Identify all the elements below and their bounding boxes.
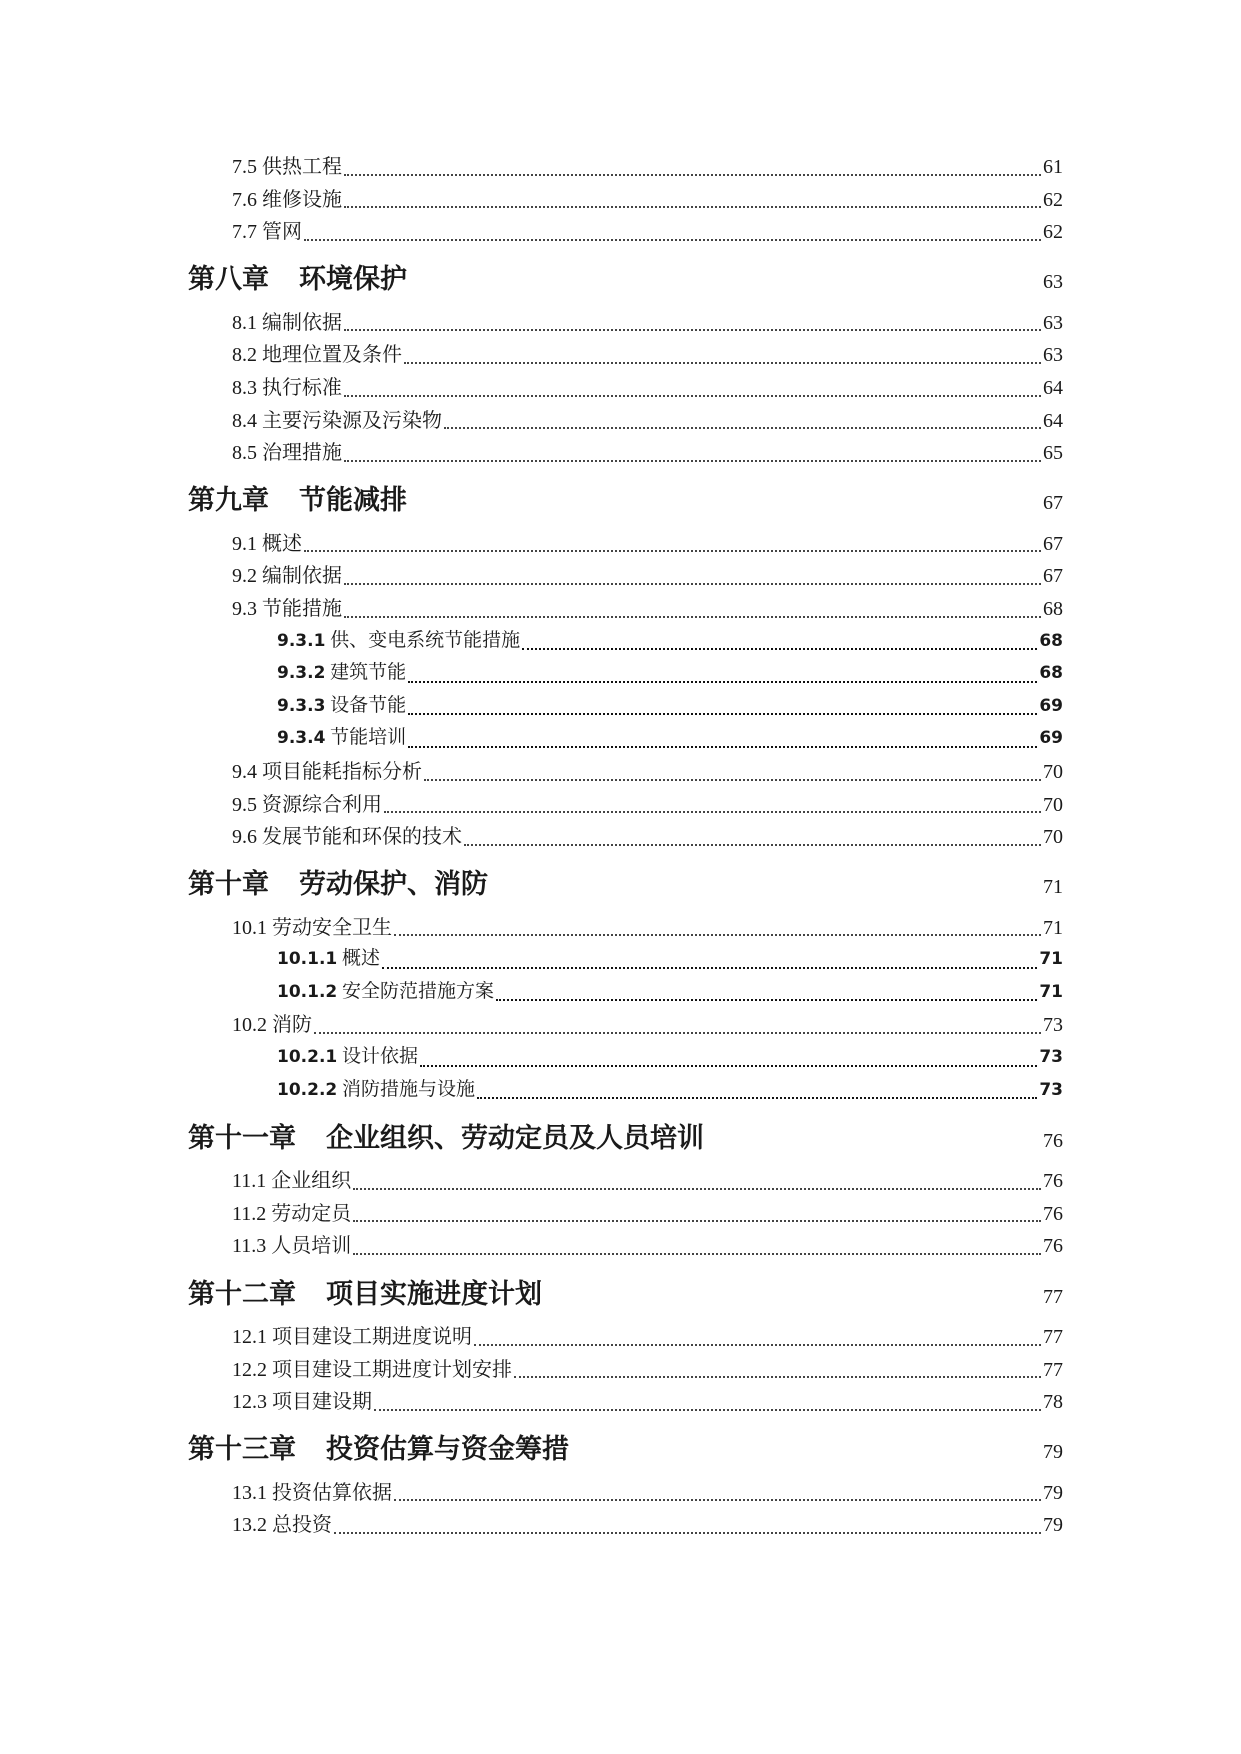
toc-section-entry[interactable] xyxy=(0,1320,1063,1353)
toc-entry-number: 8.5 xyxy=(232,442,257,465)
toc-entry-number: 第十三章 xyxy=(188,1434,296,1466)
toc-subsection-entry[interactable] xyxy=(0,625,1063,658)
toc-entry-number: 7.6 xyxy=(232,188,257,211)
dot-leader xyxy=(394,934,1041,936)
dot-leader xyxy=(374,1409,1041,1411)
toc-entry-number: 10.1.1 xyxy=(277,949,338,970)
toc-entry-label xyxy=(188,1116,704,1155)
dot-leader xyxy=(344,329,1041,331)
toc-entry-number: 9.3.2 xyxy=(277,663,326,684)
toc-entry-label xyxy=(188,1427,569,1466)
toc-entry-title: 编制依据 xyxy=(262,565,342,588)
toc-entry-number: 9.4 xyxy=(232,760,257,783)
toc-entry-title: 概述 xyxy=(341,948,380,970)
toc-entry-label xyxy=(232,1008,312,1037)
toc-entry-label xyxy=(232,527,302,556)
toc-section-entry[interactable] xyxy=(0,1508,1063,1541)
toc-section-entry[interactable] xyxy=(0,371,1063,404)
dot-leader xyxy=(314,1032,1041,1034)
toc-entry-title: 劳动保护、消防 xyxy=(299,869,488,901)
toc-page-number: 79 xyxy=(1043,1514,1063,1537)
toc-entry-title: 供热工程 xyxy=(262,156,342,178)
toc-page-number: 77 xyxy=(1043,1358,1063,1381)
toc-entry-title: 项目建设期 xyxy=(272,1391,372,1414)
toc-page-number: 71 xyxy=(1039,981,1063,1002)
toc-entry-number: 13.2 xyxy=(232,1514,267,1537)
toc-subsection-entry[interactable] xyxy=(0,1074,1063,1107)
toc-page-number: 62 xyxy=(1043,188,1063,211)
dot-leader xyxy=(477,1097,1037,1099)
toc-entry-label xyxy=(232,911,392,940)
toc-entry-number: 10.2 xyxy=(232,1014,267,1037)
toc-entry-label xyxy=(232,592,342,621)
dot-leader xyxy=(344,616,1041,618)
toc-page-number: 76 xyxy=(1043,1129,1063,1152)
toc-page-number: 73 xyxy=(1039,1047,1063,1068)
dot-leader xyxy=(496,999,1037,1001)
toc-entry-label xyxy=(232,436,342,465)
toc-page-number: 70 xyxy=(1043,826,1063,849)
toc-entry-number: 9.1 xyxy=(232,532,257,555)
toc-entry-title: 人员培训 xyxy=(271,1235,352,1258)
toc-page-number: 67 xyxy=(1043,532,1063,555)
toc-page-number: 68 xyxy=(1039,663,1063,684)
dot-leader xyxy=(353,1220,1041,1222)
toc-entry-number: 第十二章 xyxy=(188,1278,296,1310)
toc-section-entry[interactable] xyxy=(0,1229,1063,1262)
dot-leader xyxy=(404,362,1041,364)
toc-entry-title: 劳动定员 xyxy=(271,1202,352,1225)
toc-entry-title: 资源综合利用 xyxy=(262,793,382,816)
toc-entry-label xyxy=(232,1353,512,1382)
toc-entry-number: 9.3.3 xyxy=(277,695,326,716)
toc-entry-number: 8.4 xyxy=(232,409,257,432)
toc-entry-title: 企业组织、劳动定员及人员培训 xyxy=(326,1122,704,1154)
toc-entry-label xyxy=(188,478,407,517)
toc-entry-number: 12.3 xyxy=(232,1391,267,1414)
dot-leader xyxy=(344,395,1041,397)
toc-entry-title: 主要污染源及污染物 xyxy=(262,409,442,432)
toc-entry-label xyxy=(232,371,342,400)
toc-entry-title: 节能措施 xyxy=(262,597,342,620)
dot-leader xyxy=(444,427,1041,429)
toc-entry-number: 10.1.2 xyxy=(277,981,338,1002)
dot-leader xyxy=(382,967,1037,969)
toc-entry-number: 第十一章 xyxy=(188,1122,296,1154)
toc-page-number: 63 xyxy=(1043,311,1063,334)
toc-entry-label xyxy=(277,943,380,970)
toc-chapter-entry[interactable] xyxy=(0,1106,1063,1164)
toc-page-number: 65 xyxy=(1043,442,1063,465)
dot-leader xyxy=(394,1499,1041,1501)
toc-entry-number: 11.2 xyxy=(232,1202,267,1225)
toc-entry-label xyxy=(277,976,494,1003)
toc-subsection-entry[interactable] xyxy=(0,657,1063,690)
dot-leader xyxy=(424,779,1041,781)
toc-entry-title: 安全防范措施方案 xyxy=(341,980,494,1002)
toc-page-number: 76 xyxy=(1043,1202,1063,1225)
toc-chapter-entry[interactable] xyxy=(0,469,1063,527)
toc-entry-number: 第九章 xyxy=(188,485,269,517)
toc-section-entry[interactable] xyxy=(0,1353,1063,1386)
toc-section-entry[interactable] xyxy=(0,911,1063,944)
toc-section-entry[interactable] xyxy=(0,755,1063,788)
toc-page-number: 67 xyxy=(1043,565,1063,588)
toc-page-number: 77 xyxy=(1043,1326,1063,1349)
toc-entry-label xyxy=(277,1074,475,1101)
toc-entry-number: 9.2 xyxy=(232,565,257,588)
toc-entry-label xyxy=(232,788,382,817)
toc-entry-title: 节能减排 xyxy=(299,485,407,517)
toc-entry-label xyxy=(232,306,342,335)
dot-leader xyxy=(344,206,1041,208)
dot-leader xyxy=(353,1253,1041,1255)
toc-page-number: 73 xyxy=(1043,1014,1063,1037)
toc-section-entry[interactable] xyxy=(0,404,1063,437)
toc-page-number: 64 xyxy=(1043,376,1063,399)
dot-leader xyxy=(522,648,1037,650)
toc-entry-label xyxy=(232,404,442,433)
toc-page-number: 76 xyxy=(1043,1235,1063,1258)
toc-entry-number: 9.3.4 xyxy=(277,728,326,749)
toc-page-number: 69 xyxy=(1039,728,1063,749)
toc-section-entry[interactable] xyxy=(0,1197,1063,1230)
toc-entry-number: 10.2.1 xyxy=(277,1047,338,1068)
toc-entry-title: 维修设施 xyxy=(262,188,342,211)
toc-page-number: 62 xyxy=(1043,221,1063,244)
toc-entry-title: 项目实施进度计划 xyxy=(326,1278,542,1310)
toc-entry-label xyxy=(232,215,302,244)
toc-page-number: 73 xyxy=(1039,1079,1063,1100)
toc-entry-number: 11.1 xyxy=(232,1170,267,1193)
toc-subsection-entry[interactable] xyxy=(0,943,1063,976)
toc-section-entry[interactable] xyxy=(0,436,1063,469)
toc-entry-number: 12.2 xyxy=(232,1358,267,1381)
dot-leader xyxy=(334,1532,1041,1534)
toc-page-number: 79 xyxy=(1043,1441,1063,1464)
toc-entry-label xyxy=(232,1229,351,1258)
toc-section-entry[interactable] xyxy=(0,592,1063,625)
toc-entry-title: 编制依据 xyxy=(262,311,342,334)
toc-page-number: 67 xyxy=(1043,492,1063,515)
toc-section-entry[interactable] xyxy=(0,559,1063,592)
toc-subsection-entry[interactable] xyxy=(0,976,1063,1009)
dot-leader xyxy=(420,1065,1037,1067)
toc-entry-number: 第十章 xyxy=(188,869,269,901)
toc-page-number: 71 xyxy=(1043,916,1063,939)
toc-entry-title: 执行标准 xyxy=(262,376,342,399)
toc-section-entry[interactable] xyxy=(0,820,1063,853)
toc-entry-number: 7.7 xyxy=(232,221,257,244)
toc-entry-label xyxy=(232,1385,372,1414)
toc-entry-title: 投资估算依据 xyxy=(272,1481,392,1504)
toc-entry-title: 环境保护 xyxy=(299,264,407,296)
toc-entry-label xyxy=(232,1476,392,1505)
toc-page-number: 70 xyxy=(1043,793,1063,816)
dot-leader xyxy=(408,681,1037,683)
toc-section-entry[interactable] xyxy=(0,1385,1063,1418)
toc-page-number: 68 xyxy=(1039,630,1063,651)
toc-entry-number: 10.1 xyxy=(232,916,267,939)
dot-leader xyxy=(344,460,1041,462)
toc-subsection-entry[interactable] xyxy=(0,690,1063,723)
toc-entry-title: 设备节能 xyxy=(330,694,407,716)
toc-entry-label xyxy=(232,559,342,588)
toc-section-entry[interactable] xyxy=(0,1164,1063,1197)
toc-entry-number: 11.3 xyxy=(232,1235,267,1258)
toc-page-number: 64 xyxy=(1043,409,1063,432)
toc-section-entry[interactable] xyxy=(0,150,1063,183)
toc-entry-number: 9.5 xyxy=(232,793,257,816)
toc-entry-label xyxy=(277,625,520,652)
toc-entry-title: 消防措施与设施 xyxy=(341,1078,475,1100)
toc-page-number: 71 xyxy=(1039,949,1063,970)
toc-section-entry[interactable] xyxy=(0,338,1063,371)
toc-entry-title: 概述 xyxy=(262,532,302,555)
toc-entry-number: 10.2.2 xyxy=(277,1079,338,1100)
dot-leader xyxy=(408,713,1037,715)
toc-chapter-entry[interactable] xyxy=(0,1418,1063,1476)
toc-subsection-entry[interactable] xyxy=(0,1041,1063,1074)
toc-entry-title: 地理位置及条件 xyxy=(262,344,402,367)
toc-section-entry[interactable] xyxy=(0,1476,1063,1509)
toc-section-entry[interactable] xyxy=(0,306,1063,339)
toc-section-entry[interactable] xyxy=(0,527,1063,560)
toc-entry-label xyxy=(232,150,342,179)
toc-entry-title: 供、变电系统节能措施 xyxy=(330,629,521,651)
toc-entry-title: 项目建设工期进度说明 xyxy=(272,1326,472,1349)
toc-entry-title: 管网 xyxy=(262,221,302,244)
dot-leader xyxy=(304,550,1041,552)
toc-page-number: 77 xyxy=(1043,1285,1063,1308)
toc-entry-title: 发展节能和环保的技术 xyxy=(262,826,462,849)
toc-page-number: 61 xyxy=(1043,156,1063,178)
toc-entry-label xyxy=(277,722,406,749)
toc-entry-label xyxy=(188,257,407,296)
toc-entry-number: 8.2 xyxy=(232,344,257,367)
toc-entry-title: 消防 xyxy=(272,1014,312,1037)
dot-leader xyxy=(408,746,1037,748)
toc-entry-title: 项目建设工期进度计划安排 xyxy=(272,1358,512,1381)
toc-page-number: 69 xyxy=(1039,695,1063,716)
toc-entry-title: 劳动安全卫生 xyxy=(272,916,392,939)
dot-leader xyxy=(384,811,1041,813)
toc-entry-label xyxy=(188,1272,542,1311)
toc-subsection-entry[interactable] xyxy=(0,722,1063,755)
toc-page-number: 63 xyxy=(1043,271,1063,294)
toc-entry-label xyxy=(232,755,422,784)
toc-entry-label xyxy=(232,1320,472,1349)
toc-entry-label xyxy=(232,338,402,367)
toc-entry-label xyxy=(232,1197,351,1226)
toc-entry-label xyxy=(188,862,488,901)
table-of-contents xyxy=(0,150,1241,1541)
toc-entry-number: 8.1 xyxy=(232,311,257,334)
toc-section-entry[interactable] xyxy=(0,788,1063,821)
toc-entry-label xyxy=(277,690,406,717)
toc-entry-title: 投资估算与资金筹措 xyxy=(326,1434,569,1466)
toc-chapter-entry[interactable] xyxy=(0,248,1063,306)
toc-entry-label xyxy=(232,183,342,212)
dot-leader xyxy=(514,1376,1041,1378)
toc-page-number: 70 xyxy=(1043,760,1063,783)
toc-entry-title: 建筑节能 xyxy=(330,662,407,684)
toc-page-number: 63 xyxy=(1043,344,1063,367)
dot-leader xyxy=(464,844,1041,846)
toc-entry-title: 企业组织 xyxy=(271,1170,352,1193)
toc-entry-title: 项目能耗指标分析 xyxy=(262,760,422,783)
toc-entry-number: 9.3.1 xyxy=(277,630,326,651)
toc-entry-title: 设计依据 xyxy=(341,1046,418,1068)
dot-leader xyxy=(304,239,1041,241)
toc-entry-number: 9.3 xyxy=(232,597,257,620)
toc-entry-number: 8.3 xyxy=(232,376,257,399)
dot-leader xyxy=(344,583,1041,585)
toc-entry-label xyxy=(232,1164,351,1193)
toc-entry-number: 第八章 xyxy=(188,264,269,296)
toc-entry-title: 治理措施 xyxy=(262,442,342,465)
toc-entry-label xyxy=(277,1041,418,1068)
toc-chapter-entry[interactable] xyxy=(0,853,1063,911)
toc-page-number: 78 xyxy=(1043,1391,1063,1414)
toc-page-number: 71 xyxy=(1043,876,1063,899)
dot-leader xyxy=(353,1188,1041,1190)
toc-entry-label xyxy=(232,820,462,849)
toc-page-number: 76 xyxy=(1043,1170,1063,1193)
toc-page-number: 79 xyxy=(1043,1481,1063,1504)
toc-section-entry[interactable] xyxy=(0,183,1063,216)
toc-section-entry[interactable] xyxy=(0,1008,1063,1041)
toc-entry-label xyxy=(277,657,406,684)
dot-leader xyxy=(474,1344,1041,1346)
toc-section-entry[interactable] xyxy=(0,215,1063,248)
toc-entry-label xyxy=(232,1508,332,1537)
toc-chapter-entry[interactable] xyxy=(0,1262,1063,1320)
toc-entry-title: 总投资 xyxy=(272,1514,332,1537)
toc-entry-number: 13.1 xyxy=(232,1481,267,1504)
toc-entry-number: 7.5 xyxy=(232,156,257,178)
dot-leader xyxy=(344,174,1041,176)
toc-page-number: 68 xyxy=(1043,597,1063,620)
toc-entry-number: 9.6 xyxy=(232,826,257,849)
toc-entry-number: 12.1 xyxy=(232,1326,267,1349)
toc-entry-title: 节能培训 xyxy=(330,727,407,749)
